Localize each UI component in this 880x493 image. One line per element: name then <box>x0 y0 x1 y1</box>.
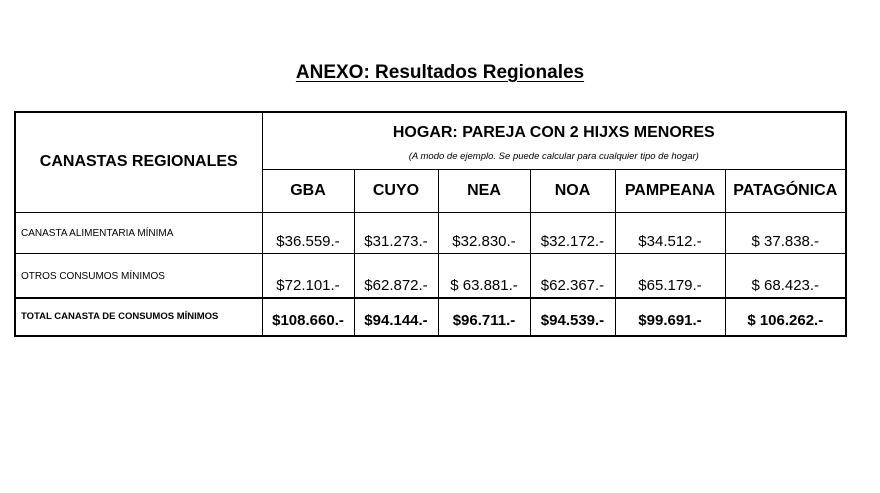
table-cell: $ 106.262.- <box>725 298 846 336</box>
row-label: CANASTA ALIMENTARIA MÍNIMA <box>15 212 262 253</box>
table-cell: $34.512.- <box>615 212 725 253</box>
household-title: HOGAR: PAREJA CON 2 HIJXS MENORES <box>392 123 715 141</box>
table-cell: $65.179.- <box>615 253 725 298</box>
table-cell: $32.830.- <box>438 212 530 253</box>
region-header: PAMPEANA <box>615 169 725 212</box>
table-cell: $ 68.423.- <box>725 253 846 298</box>
table-cell: $62.872.- <box>354 253 438 298</box>
table-cell: $36.559.- <box>262 212 354 253</box>
row-label: OTROS CONSUMOS MÍNIMOS <box>15 253 262 298</box>
household-note: (A modo de ejemplo. Se puede calcular para cualquier tipo de hogar) <box>408 150 699 162</box>
table-row <box>15 253 846 298</box>
region-header: CUYO <box>354 169 438 212</box>
region-header: PATAGÓNICA <box>725 169 846 212</box>
table-cell: $72.101.- <box>262 253 354 298</box>
table-cell: $99.691.- <box>615 298 725 336</box>
table-cell: $32.172.- <box>530 212 615 253</box>
corner-header: CANASTAS REGIONALES <box>15 112 262 212</box>
table-cell: $94.144.- <box>354 298 438 336</box>
household-group-header <box>262 112 846 169</box>
table-row-total <box>15 298 846 336</box>
table-cell: $31.273.- <box>354 212 438 253</box>
region-header: GBA <box>262 169 354 212</box>
table-cell: $94.539.- <box>530 298 615 336</box>
regional-baskets-table <box>14 111 847 337</box>
table-row <box>15 212 846 253</box>
page-title: ANEXO: Resultados Regionales <box>295 62 585 83</box>
region-header: NOA <box>530 169 615 212</box>
table-cell: $ 37.838.- <box>725 212 846 253</box>
table-cell: $108.660.- <box>262 298 354 336</box>
table-cell: $ 63.881.- <box>438 253 530 298</box>
table-cell: $96.711.- <box>438 298 530 336</box>
row-label: TOTAL CANASTA DE CONSUMOS MÍNIMOS <box>15 298 262 336</box>
table-cell: $62.367.- <box>530 253 615 298</box>
region-header: NEA <box>438 169 530 212</box>
